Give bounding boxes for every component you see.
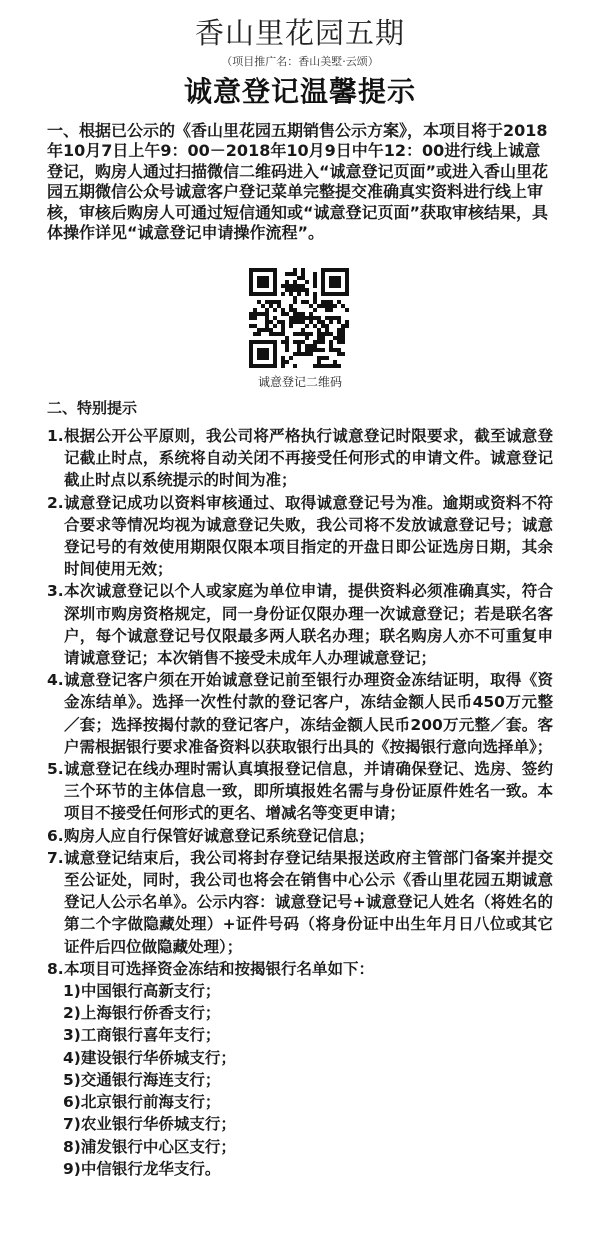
bank-list xyxy=(47,980,553,1180)
notice-heading: 诚意登记温馨提示 xyxy=(183,75,416,108)
page-title: 香山里花园五期 xyxy=(194,16,405,50)
note-text: 本次诚意登记以个人或家庭为单位申请，提供资料必须准确真实，符合深圳市购房资格规定，同一身份证仅限办理一次诚意登记；若是联名客户，每个诚意登记号仅限最多两人联名办理；联名购房人亦不可重复申请诚意登记；本次销售不接受未成年人办理诚意登记； xyxy=(64,582,553,668)
bank-item xyxy=(63,1002,553,1024)
note-text: 诚意登记结束后，我公司将封存登记结果报送政府主管部门备案并提交至公证处，同时，我公司也将会在销售中心公示《香山里花园五期诚意登记人公示名单》。公示内容：诚意登记号+诚意登记人姓名（将姓名的第二个字做隐藏处理）+证件号码（将身份证中出生年月日八位或其它证件后四位做隐藏处理）； xyxy=(64,848,553,956)
qr-caption: 诚意登记二维码 xyxy=(257,375,342,389)
note-text: 诚意登记在线办理时需认真填报登记信息，并请确保登记、选房、签约三个环节的主体信息一致，即所填报姓名需与身份证原件姓名一致。本项目不接受任何形式的更名、增减名等变更申请； xyxy=(64,760,553,823)
bank-item xyxy=(63,1113,553,1135)
note-text: 诚意登记客户须在开始诚意登记前至银行办理资金冻结证明，取得《资金冻结单》。选择一次性付款的登记客户，冻结金额人民币450万元整／套；选择按揭付款的登记客户，冻结金额人民币200万元整／套。客户需根据银行要求准备资料以获取银行出具的《按揭银行意向选择单》； xyxy=(64,671,553,756)
note-number: 7. xyxy=(47,848,64,867)
bank-number: 1) xyxy=(63,982,81,1001)
intro-text: 一、根据已公示的《香山里花园五期销售公示方案》，本项目将于2018年10月7日上午9：00－2018年10月9日中午12：00进行线上诚意登记，购房人通过扫描微信二维码进入“诚意登记页面”或进入香山里花园五期微信公众号诚意客户登记菜单完整提交准确真实资料进行线上审核，审核后购房人可通过短信通知或“诚意登记页面”获取审核结果，具体操作详见“诚意登记申请操作流程”。 xyxy=(47,121,549,243)
bank-item xyxy=(63,1047,553,1069)
bank-number: 5) xyxy=(63,1070,81,1089)
note-number: 6. xyxy=(47,826,64,845)
bank-number: 7) xyxy=(63,1115,81,1134)
special-notes-list xyxy=(47,425,553,1180)
note-item xyxy=(47,425,553,492)
bank-name: 中国银行高新支行； xyxy=(80,982,221,1001)
bank-number: 4) xyxy=(63,1048,81,1067)
note-number: 2. xyxy=(47,493,64,512)
bank-list-wrapper xyxy=(47,980,553,1180)
note-item xyxy=(47,580,553,669)
bank-name: 北京银行前海支行； xyxy=(80,1093,221,1112)
note-number: 4. xyxy=(47,671,64,690)
qr-code-icon[interactable] xyxy=(249,268,349,368)
bank-item xyxy=(63,1069,553,1091)
bank-item xyxy=(63,980,553,1002)
bank-number: 9) xyxy=(63,1159,81,1178)
bank-name: 中信银行龙华支行。 xyxy=(80,1159,221,1178)
bank-name: 上海银行侨香支行； xyxy=(80,1004,221,1023)
project-promo-name: （项目推广名：香山美墅·云颂） xyxy=(221,55,379,68)
bank-name: 建设银行华侨城支行； xyxy=(80,1048,236,1067)
bank-item xyxy=(63,1024,553,1046)
note-item xyxy=(47,958,553,980)
bank-number: 6) xyxy=(63,1093,81,1112)
note-text: 根据公开公平原则，我公司将严格执行诚意登记时限要求，截至诚意登记截止时点，系统将自动关闭不再接受任何形式的申请文件。诚意登记截止时点以系统提示的时间为准； xyxy=(64,427,553,490)
note-text: 购房人应自行保管好诚意登记系统登记信息； xyxy=(64,826,375,845)
section2-title: 二、特别提示 xyxy=(47,399,138,417)
note-item xyxy=(47,825,553,847)
note-text: 诚意登记成功以资料审核通过、取得诚意登记号为准。逾期或资料不符合要求等情况均视为诚意登记失败，我公司将不发放诚意登记号；诚意登记号的有效使用期限仅限本项目指定的开盘日即公证选房日期，其余时间使用无效； xyxy=(64,493,553,579)
intro-section xyxy=(47,121,553,243)
bank-item xyxy=(63,1158,553,1180)
note-item xyxy=(47,758,553,825)
bank-name: 工商银行喜年支行； xyxy=(80,1026,221,1045)
note-text: 本项目可选择资金冻结和按揭银行名单如下： xyxy=(64,959,375,978)
note-item xyxy=(47,492,553,581)
bank-number: 8) xyxy=(63,1137,81,1156)
bank-name: 农业银行华侨城支行； xyxy=(80,1115,236,1134)
bank-name: 交通银行海连支行； xyxy=(80,1070,221,1089)
note-number: 8. xyxy=(47,959,64,978)
note-number: 5. xyxy=(47,760,64,779)
bank-name: 浦发银行中心区支行； xyxy=(80,1137,236,1156)
note-item xyxy=(47,669,553,758)
bank-item xyxy=(63,1136,553,1158)
note-number: 1. xyxy=(47,427,64,445)
note-number: 3. xyxy=(47,582,64,601)
note-item xyxy=(47,847,553,958)
bank-number: 3) xyxy=(63,1026,81,1045)
bank-number: 2) xyxy=(63,1004,81,1023)
bank-item xyxy=(63,1091,553,1113)
